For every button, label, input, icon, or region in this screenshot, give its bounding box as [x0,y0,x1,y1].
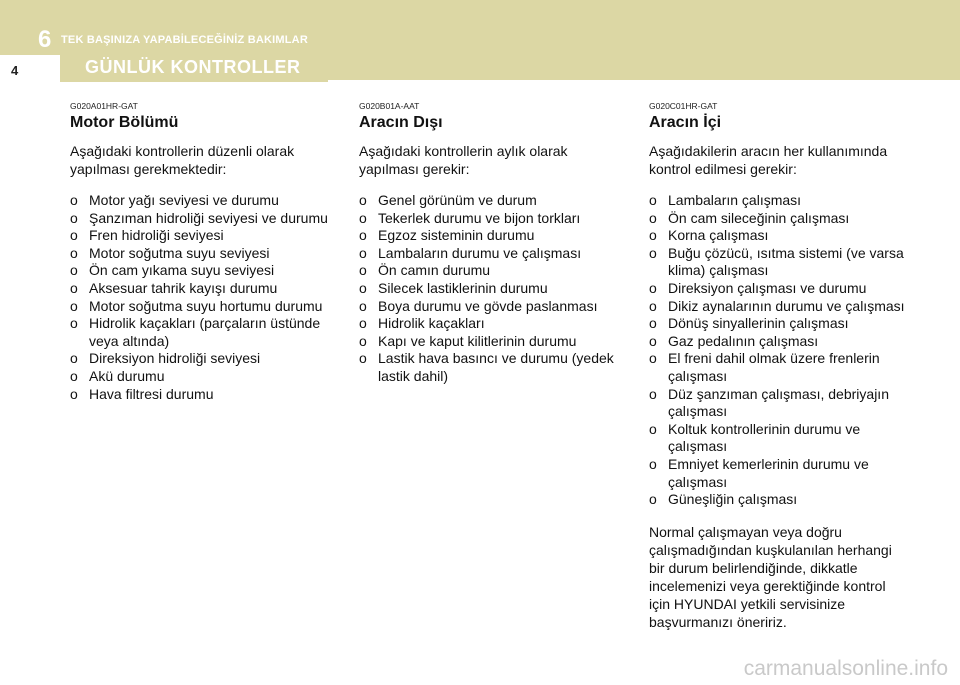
checklist-item [649,491,907,509]
checklist-item-text: Ön camın durumu [378,262,491,279]
checklist-item-text: Gaz pedalının çalışması [668,332,819,349]
bullet-marker: o [649,279,657,296]
checklist-item [359,315,617,333]
bullet-marker: o [649,209,657,226]
checklist-item [649,315,907,333]
chapter-number: 6 [38,26,52,53]
bullet-marker: o [649,491,657,508]
checklist-item-text: Direksiyon çalışması ve durumu [668,279,867,296]
checklist-item-text: Lambaların durumu ve çalışması [378,244,582,261]
checklist-item [70,227,328,245]
section-code: G020B01A-AAT [359,101,420,111]
bullet-marker: o [70,227,78,244]
checklist-item-text: Ön cam sileceğinin çalışması [668,209,850,226]
page-number-tab [0,55,60,85]
bullet-marker: o [70,279,78,296]
checklist-item-text: Hidrolik kaçakları [378,315,485,332]
checklist-item [70,298,328,316]
checklist-item-text: El freni dahil olmak üzere frenlerin çalışması [668,350,880,384]
bullet-marker: o [649,192,657,208]
section-heading: Aracın Dışı [359,114,443,131]
bullet-marker: o [70,385,78,402]
checklist-item [649,421,907,456]
section-heading: Motor Bölümü [70,114,179,131]
checklist-item-text: Lambaların çalışması [668,192,802,208]
checklist-item [359,192,617,210]
bullet-marker: o [649,227,657,244]
checklist-item [649,333,907,351]
column-exterior [359,101,617,400]
checklist-item [649,386,907,421]
checklist-item [70,245,328,263]
bullet-marker: o [359,279,367,296]
bullet-marker: o [649,350,657,367]
checklist-item [70,192,328,210]
checklist-item-text: Emniyet kemerlerinin durumu ve çalışması [668,455,869,490]
section-intro: Aşağıdakilerin aracın her kullanımında kontrol edilmesi gerekir: [649,143,888,177]
checklist-item [649,227,907,245]
checklist-item-text: Kapı ve kaput kilitlerinin durumu [378,332,577,349]
watermark: carmanualsonline.info [743,657,948,680]
bullet-marker: o [359,315,367,332]
checklist-item [70,262,328,280]
bullet-marker: o [70,297,78,314]
checklist-item [359,280,617,298]
checklist-item [359,227,617,245]
section-title: GÜNLÜK KONTROLLER [85,57,301,77]
checklist-item [359,210,617,228]
section-heading: Aracın İçi [649,114,722,131]
bullet-marker: o [359,209,367,226]
column-interior [649,101,907,645]
checklist-item [359,245,617,263]
checklist-item-text: Düz şanzıman çalışması, debriyajın çalışması [668,385,889,420]
checklist-item [649,350,907,385]
checklist-item [70,210,328,228]
bullet-marker: o [359,227,367,244]
section-outro: Normal çalışmayan veya doğru çalışmadığından kuşkulanılan herhangi bir durum belirlendiğinde, dikkatle incelemenizi veya gerektiğinde kontrol için HYUNDAI yetkili servisinize başvurmanızı öneririz. [649,523,892,630]
checklist-item [649,210,907,228]
bullet-marker: o [70,315,78,332]
checklist-item-text: Hidrolik kaçakları (parçaların üstünde veya altında) [89,315,321,349]
bullet-marker: o [70,192,78,208]
bullet-marker: o [649,455,657,472]
bullet-marker: o [70,350,78,367]
checklist-item-text: Korna çalışması [668,227,769,244]
checklist-item-text: Akü durumu [89,367,165,384]
checklist-item [359,298,617,316]
checklist-item [359,333,617,351]
bullet-marker: o [649,315,657,332]
bullet-marker: o [70,262,78,279]
bullet-marker: o [649,244,657,261]
checklist-item [70,280,328,298]
checklist-item-text: Silecek lastiklerinin durumu [378,279,548,296]
checklist-item-text: Egzoz sisteminin durumu [378,227,535,244]
bullet-marker: o [359,244,367,261]
chapter-title: TEK BAŞINIZA YAPABİLECEĞİNİZ BAKIMLAR [61,34,308,46]
checklist [649,192,907,509]
checklist-item-text: Lastik hava basıncı ve durumu (yedek lastik dahil) [378,350,614,384]
checklist-item [359,350,617,385]
bullet-marker: o [359,192,367,208]
checklist-item-text: Direksiyon hidroliği seviyesi [89,350,261,367]
checklist-item-text: Güneşliğin çalışması [668,491,798,508]
checklist-item-text: Motor soğutma suyu seviyesi [89,244,270,261]
checklist-item-text: Genel görünüm ve durum [378,192,537,208]
checklist-item-text: Fren hidroliği seviyesi [89,227,224,244]
bullet-marker: o [70,244,78,261]
checklist-item-text: Dönüş sinyallerinin çalışması [668,315,849,332]
checklist-item [70,350,328,368]
bullet-marker: o [359,297,367,314]
checklist-item-text: Motor yağı seviyesi ve durumu [89,192,279,208]
checklist-item [70,368,328,386]
checklist-item [649,245,907,280]
checklist-item-text: Hava filtresi durumu [89,385,214,402]
checklist-item [70,315,328,350]
checklist-item-text: Koltuk kontrollerinin durumu ve çalışması [668,420,861,455]
bullet-marker: o [359,332,367,349]
checklist-item [649,280,907,298]
section-intro: Aşağıdaki kontrollerin düzenli olarak yapılması gerekmektedir: [70,143,295,177]
bullet-marker: o [649,420,657,437]
bullet-marker: o [359,262,367,279]
section-code: G020C01HR-GAT [649,101,718,111]
bullet-marker: o [70,209,78,226]
bullet-marker: o [359,350,367,367]
checklist-item-text: Aksesuar tahrik kayışı durumu [89,279,278,296]
checklist-item-text: Tekerlek durumu ve bijon torkları [378,209,581,226]
page-number: 4 [11,63,19,78]
checklist-item-text: Dikiz aynalarının durumu ve çalışması [668,297,905,314]
section-intro: Aşağıdaki kontrollerin aylık olarak yapılması gerekir: [359,143,568,177]
checklist-item-text: Buğu çözücü, ısıtma sistemi (ve varsa klima) çalışması [668,244,904,279]
section-code: G020A01HR-GAT [70,101,138,111]
checklist-item [359,262,617,280]
bullet-marker: o [70,367,78,384]
bullet-marker: o [649,385,657,402]
checklist [359,192,617,386]
checklist-item-text: Şanzıman hidroliği seviyesi ve durumu [89,209,328,226]
checklist-item [649,192,907,210]
checklist [70,192,328,403]
checklist-item-text: Boya durumu ve gövde paslanması [378,297,598,314]
checklist-item-text: Ön cam yıkama suyu seviyesi [89,262,275,279]
checklist-item [70,386,328,404]
column-engine [70,101,328,417]
checklist-item-text: Motor soğutma suyu hortumu durumu [89,297,323,314]
checklist-item [649,456,907,491]
checklist-item [649,298,907,316]
bullet-marker: o [649,332,657,349]
bullet-marker: o [649,297,657,314]
